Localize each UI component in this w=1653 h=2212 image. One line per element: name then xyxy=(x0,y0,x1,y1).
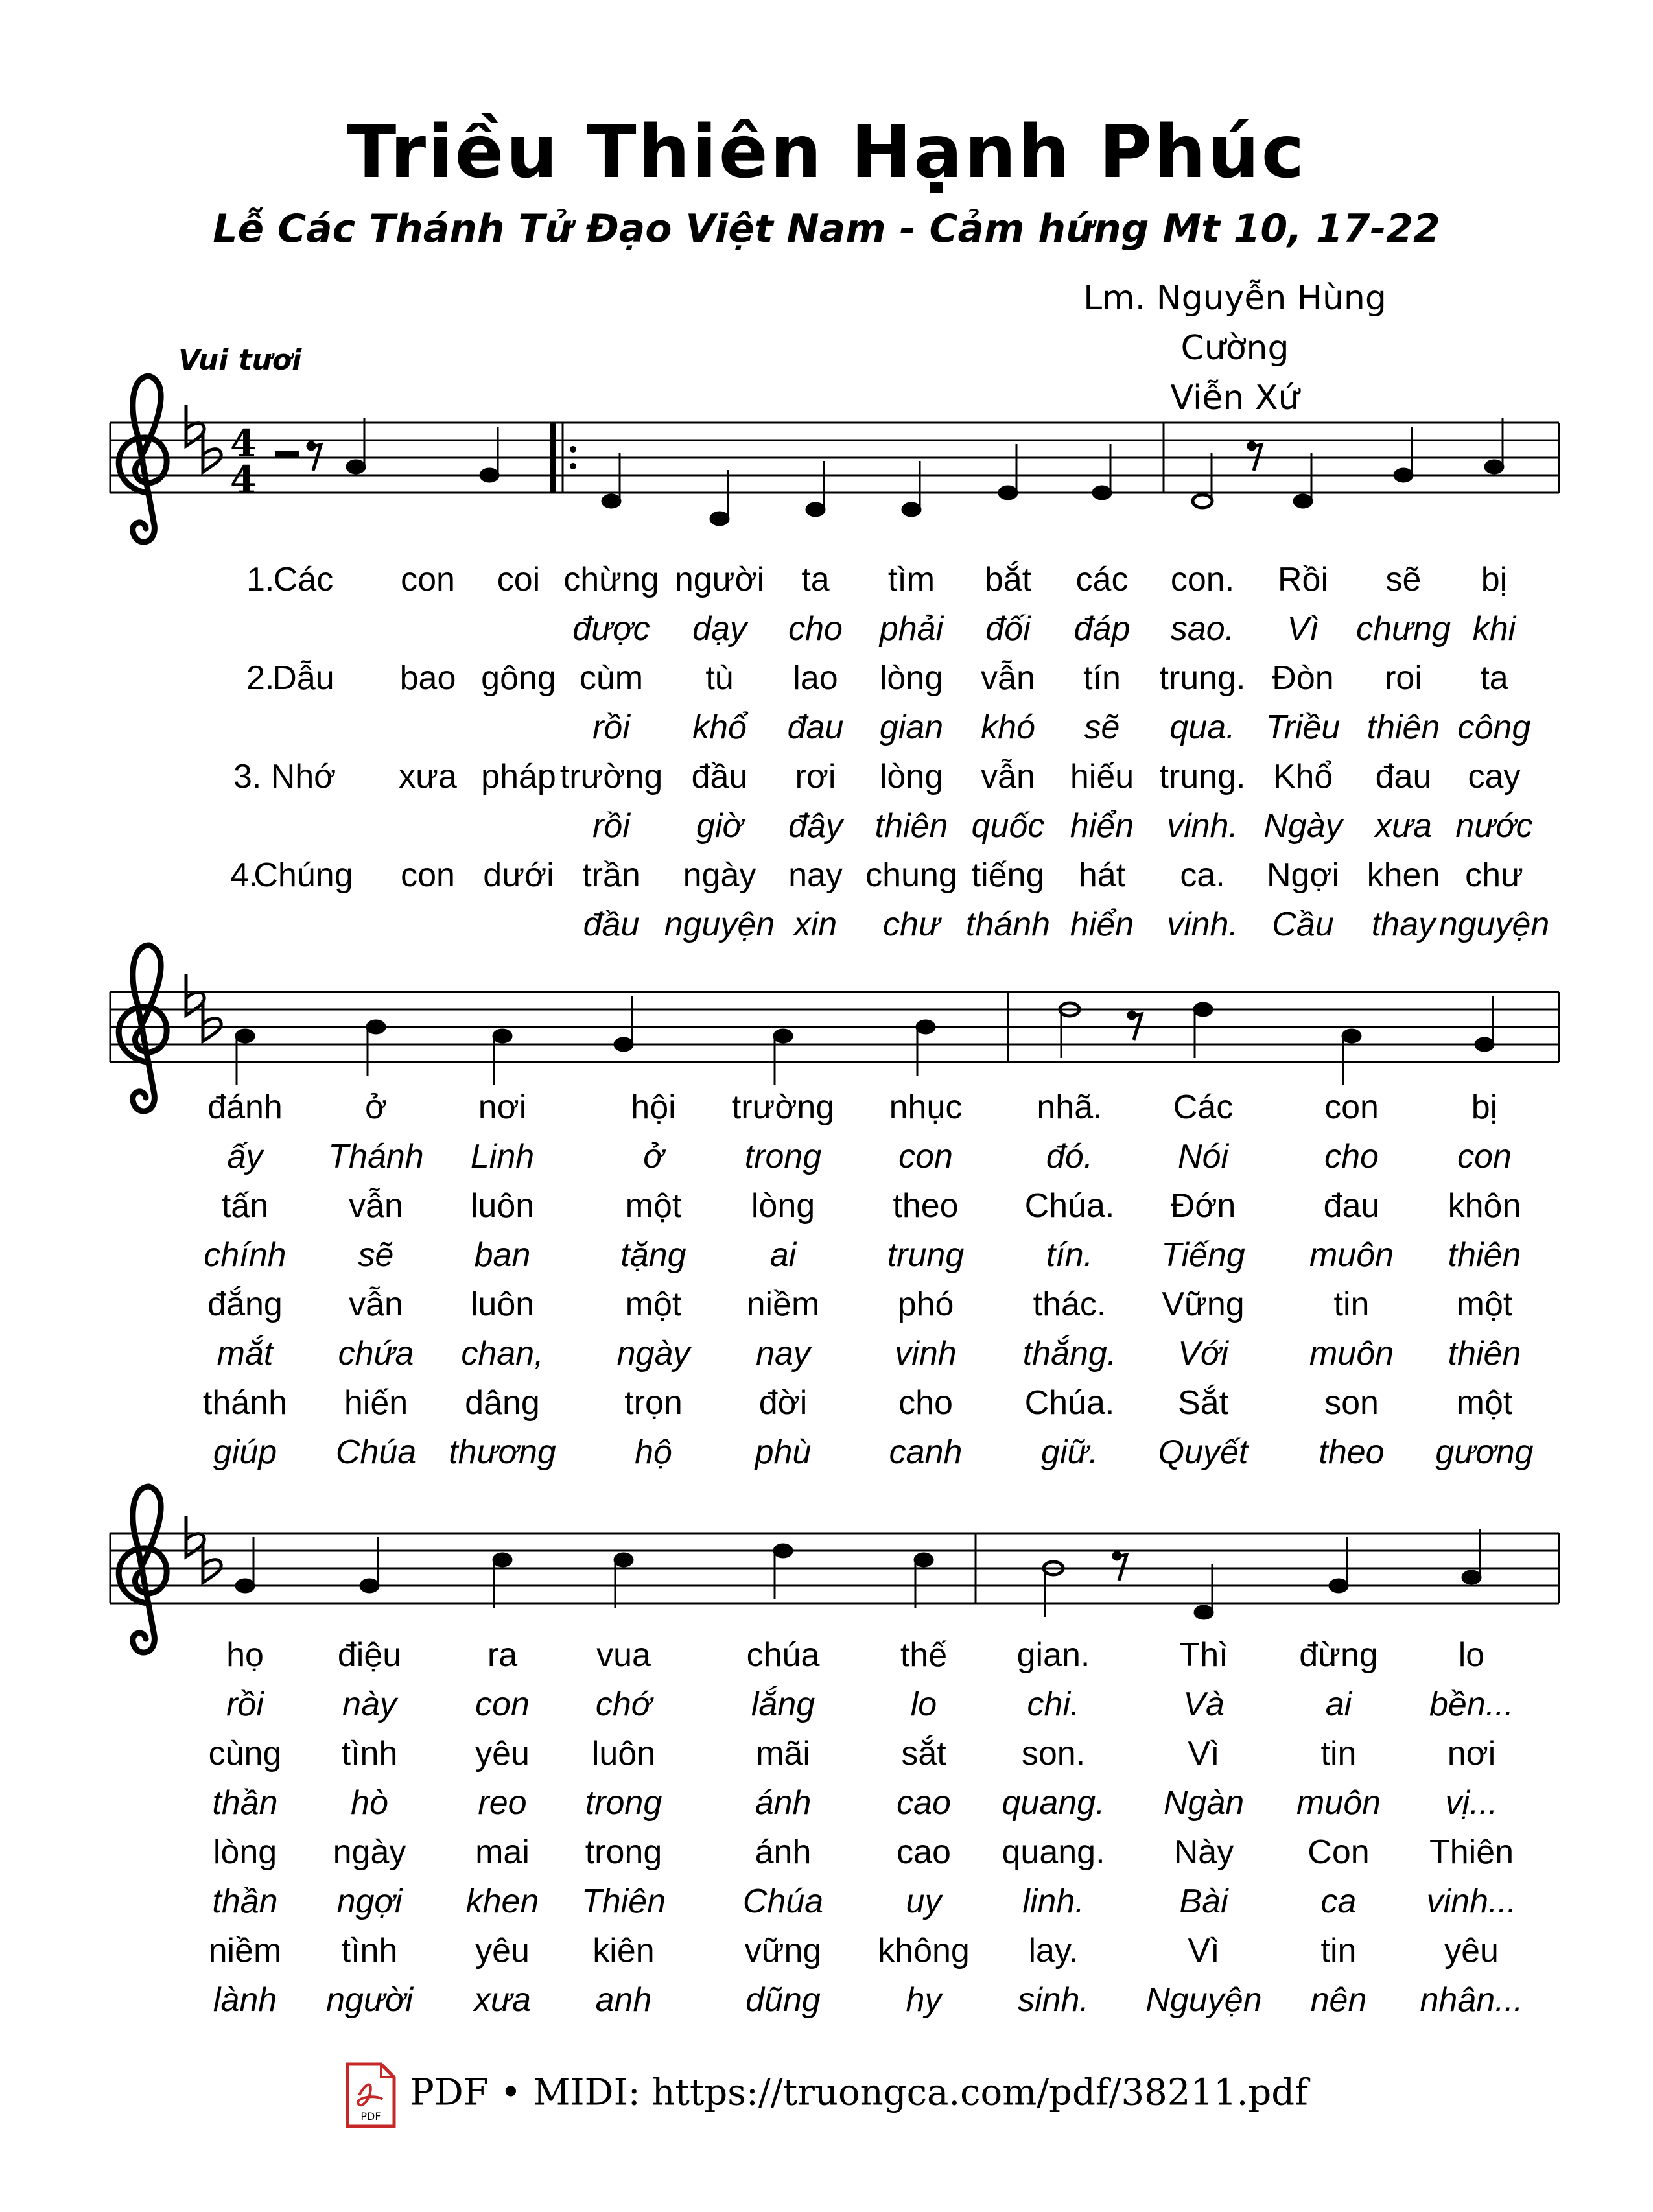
lyric-syllable: Thánh xyxy=(328,1138,424,1175)
lyric-syllable: thần xyxy=(212,1883,278,1920)
lyric-syllable: cho xyxy=(898,1384,953,1422)
lyric-syllable: sao. xyxy=(1170,610,1235,648)
lyric-syllable: Vì xyxy=(1287,610,1319,648)
lyric-syllable: chúa xyxy=(746,1636,820,1674)
lyric-syllable: Các xyxy=(273,561,334,598)
lyric-syllable: trong xyxy=(585,1833,662,1871)
lyric-syllable: nguyện xyxy=(664,906,775,943)
lyric-syllable: trung xyxy=(887,1236,965,1274)
lyric-syllable: rơi xyxy=(795,758,836,795)
lyric-syllable: người xyxy=(326,1981,413,2019)
lyric-syllable: ở xyxy=(364,1088,388,1126)
composer-pen-name: Viễn Xứ xyxy=(1170,379,1300,418)
lyric-syllable: vẫn xyxy=(349,1187,403,1225)
lyric-syllable: reo xyxy=(478,1784,527,1822)
lyric-syllable: hiến xyxy=(344,1384,408,1422)
lyric-syllable: Chúa. xyxy=(1024,1187,1115,1225)
lyric-syllable: đau xyxy=(1375,758,1432,795)
lyric-syllable: ban xyxy=(474,1236,531,1274)
lyric-syllable: này xyxy=(342,1686,397,1723)
lyric-syllable: nước xyxy=(1455,807,1533,845)
lyric-syllable: con xyxy=(1324,1088,1379,1126)
lyric-syllable: muôn xyxy=(1309,1335,1394,1372)
lyric-syllable: đau xyxy=(787,709,844,746)
lyric-syllable: thiên xyxy=(1366,709,1440,746)
lyric-syllable: lòng xyxy=(213,1833,277,1871)
lyric-syllable: trung. xyxy=(1159,758,1246,795)
lyric-syllable: tình xyxy=(341,1735,398,1772)
lyric-syllable: ngày xyxy=(683,856,756,894)
lyric-syllable: giúp xyxy=(213,1433,277,1471)
lyric-syllable: lành xyxy=(213,1981,277,2019)
lyric-syllable: tìm xyxy=(887,561,935,598)
lyric-syllable: Vì xyxy=(1188,1735,1220,1772)
lyric-syllable: rồi xyxy=(592,709,630,746)
lyric-syllable: tín. xyxy=(1046,1236,1094,1274)
lyric-syllable: chớ xyxy=(595,1686,652,1723)
lyric-syllable: con xyxy=(401,561,455,598)
lyric-syllable: Thì xyxy=(1179,1636,1228,1674)
lyric-syllable: gian. xyxy=(1016,1636,1090,1674)
lyric-syllable: cay xyxy=(1468,758,1521,795)
lyric-syllable: hát xyxy=(1078,856,1126,894)
lyric-syllable: lao xyxy=(793,659,838,697)
lyric-syllable: tặng xyxy=(620,1236,686,1274)
lyric-syllable: dũng xyxy=(745,1981,821,2019)
lyric-syllable: nhân... xyxy=(1420,1981,1523,2019)
lyric-syllable: vinh. xyxy=(1167,906,1238,943)
lyric-syllable: Triều xyxy=(1265,709,1341,746)
verse-number: 4. xyxy=(230,856,259,894)
composer-name: Lm. Nguyễn Hùng Cường xyxy=(1083,279,1387,368)
lyric-syllable: ta xyxy=(801,561,830,598)
lyric-syllable: đó. xyxy=(1046,1138,1094,1175)
lyric-syllable: Nói xyxy=(1177,1138,1229,1175)
lyric-syllable: giờ xyxy=(696,807,743,845)
lyric-syllable: đây xyxy=(788,807,843,845)
lyric-syllable: thiên xyxy=(874,807,948,845)
lyric-syllable: nay xyxy=(756,1335,810,1372)
lyric-syllable: trong xyxy=(585,1784,662,1822)
lyric-syllable: không xyxy=(878,1932,970,1970)
lyric-syllable: Nhớ xyxy=(270,758,336,795)
lyric-syllable: ánh xyxy=(755,1833,812,1871)
staff-system-3 xyxy=(110,1487,1559,1653)
lyric-syllable: cho xyxy=(1324,1138,1379,1175)
lyric-syllable: son xyxy=(1324,1384,1379,1422)
lyric-syllable: luôn xyxy=(470,1187,535,1225)
lyric-syllable: được xyxy=(572,610,650,648)
lyric-syllable: luôn xyxy=(470,1286,535,1323)
lyric-syllable: thế xyxy=(900,1636,948,1674)
lyric-syllable: một xyxy=(625,1286,682,1323)
lyric-syllable: Quyết xyxy=(1158,1433,1249,1471)
lyric-syllable: thắng. xyxy=(1022,1335,1117,1372)
lyric-syllable: ra xyxy=(487,1636,518,1674)
lyric-syllable: một xyxy=(1456,1286,1513,1323)
lyric-syllable: đắng xyxy=(207,1286,283,1323)
lyric-syllable: chư xyxy=(1465,856,1523,894)
verse-number: 1. xyxy=(246,561,275,598)
lyric-syllable: niềm xyxy=(746,1286,820,1323)
lyric-syllable: con. xyxy=(1170,561,1235,598)
lyric-syllable: Các xyxy=(1173,1088,1234,1126)
lyric-syllable: cao xyxy=(897,1784,951,1822)
lyric-syllable: Thiên xyxy=(581,1883,666,1920)
lyric-syllable: vẫn xyxy=(349,1286,403,1323)
lyric-syllable: thương xyxy=(449,1433,556,1471)
lyric-syllable: Tiếng xyxy=(1161,1236,1245,1274)
lyric-syllable: đối xyxy=(985,610,1031,648)
lyric-syllable: con xyxy=(898,1138,953,1175)
lyric-syllable: chung xyxy=(865,856,957,894)
lyric-syllable: sắt xyxy=(901,1735,946,1772)
lyric-syllable: thánh xyxy=(202,1384,288,1422)
lyric-syllable: ai xyxy=(769,1236,797,1274)
lyric-syllable: gian xyxy=(879,709,944,746)
lyric-syllable: công xyxy=(1457,709,1531,746)
lyric-syllable: trọn xyxy=(624,1384,683,1422)
lyric-syllable: Chúa. xyxy=(1024,1384,1115,1422)
lyric-syllable: con xyxy=(475,1686,530,1723)
lyric-syllable: bị xyxy=(1471,1088,1498,1126)
lyric-syllable: theo xyxy=(1319,1433,1385,1471)
lyric-syllable: xưa xyxy=(399,758,457,795)
lyric-syllable: hiển xyxy=(1070,807,1134,845)
lyric-syllable: khen xyxy=(465,1883,539,1920)
lyric-syllable: nơi xyxy=(478,1088,527,1126)
lyric-syllable: cao xyxy=(897,1833,951,1871)
lyric-syllable: quang. xyxy=(1002,1784,1105,1822)
lyric-syllable: chi. xyxy=(1027,1686,1080,1723)
lyric-syllable: chứa xyxy=(338,1335,414,1372)
lyric-syllable: Ngàn xyxy=(1163,1784,1245,1822)
lyric-syllable: Vững xyxy=(1162,1286,1245,1323)
lyric-syllable: theo xyxy=(893,1187,959,1225)
lyric-syllable: họ xyxy=(226,1636,264,1674)
lyric-syllable: qua. xyxy=(1169,709,1236,746)
lyric-syllable: tấn xyxy=(221,1187,269,1225)
song-subtitle: Lễ Các Thánh Tử Đạo Việt Nam - Cảm hứng Mt 10, 17-22 xyxy=(213,206,1440,252)
lyric-syllable: hiển xyxy=(1070,906,1134,943)
lyric-syllable: quang. xyxy=(1002,1833,1105,1871)
lyric-syllable: cùng xyxy=(208,1735,282,1772)
lyric-syllable: đầu xyxy=(691,758,748,795)
lyric-syllable: chan, xyxy=(461,1335,544,1372)
lyric-syllable: khi xyxy=(1472,610,1516,648)
lyric-syllable: dưới xyxy=(483,856,554,894)
lyric-syllable: vững xyxy=(744,1932,822,1970)
lyric-syllable: dạy xyxy=(692,610,747,648)
lyric-syllable: roi xyxy=(1385,659,1422,697)
lyric-syllable: chư xyxy=(883,906,940,943)
lyric-syllable: vinh. xyxy=(1167,807,1238,845)
lyric-syllable: nơi xyxy=(1447,1735,1496,1772)
lyric-syllable: điệu xyxy=(337,1636,402,1674)
lyric-syllable: tín xyxy=(1083,659,1121,697)
lyric-syllable: Dẫu xyxy=(272,659,334,697)
lyric-syllable: con xyxy=(401,856,455,894)
lyric-syllable: luôn xyxy=(591,1735,656,1772)
lyric-syllable: ngày xyxy=(616,1335,690,1372)
staff-system-1 xyxy=(110,376,1559,542)
lyric-syllable: lòng xyxy=(879,758,944,795)
lyric-syllable: sinh. xyxy=(1018,1981,1089,2019)
tempo-marking: Vui tươi xyxy=(178,344,302,377)
lyric-syllable: nay xyxy=(788,856,843,894)
lyric-syllable: thay xyxy=(1371,906,1436,943)
song-title: Triều Thiên Hạnh Phúc xyxy=(346,110,1307,194)
lyric-syllable: chừng xyxy=(563,561,659,598)
lyric-syllable: Rồi xyxy=(1277,561,1329,598)
lyric-syllable: trong xyxy=(744,1138,822,1175)
lyric-syllable: vẫn xyxy=(981,659,1035,697)
lyric-syllable: hội xyxy=(631,1088,676,1126)
svg-text:4: 4 xyxy=(230,421,257,465)
lyric-syllable: mãi xyxy=(756,1735,810,1772)
lyric-syllable: rồi xyxy=(592,807,630,845)
lyric-syllable: tin xyxy=(1320,1735,1357,1772)
lyric-syllable: Nguyện xyxy=(1145,1981,1262,2019)
lyric-syllable: đời xyxy=(758,1384,808,1422)
lyric-syllable: trường xyxy=(559,758,663,795)
lyric-syllable: ca xyxy=(1320,1883,1357,1920)
lyric-syllable: nguyện xyxy=(1438,906,1550,943)
lyric-syllable: Này xyxy=(1173,1833,1234,1871)
lyric-syllable: Vì xyxy=(1188,1932,1220,1970)
lyric-syllable: tình xyxy=(341,1932,398,1970)
lyric-syllable: đau xyxy=(1323,1187,1380,1225)
lyric-syllable: muôn xyxy=(1296,1784,1381,1822)
lyric-syllable: bị xyxy=(1481,561,1508,598)
lyric-syllable: các xyxy=(1075,561,1129,598)
lyric-syllable: thiên xyxy=(1448,1236,1521,1274)
lyric-syllable: uy xyxy=(906,1883,942,1920)
lyric-syllable: lo xyxy=(910,1686,937,1723)
lyric-syllable: một xyxy=(1456,1384,1513,1422)
lyric-syllable: sẽ xyxy=(358,1236,394,1274)
lyric-syllable: nhã. xyxy=(1037,1088,1103,1126)
svg-text:4: 4 xyxy=(230,458,257,502)
lyric-syllable: lay. xyxy=(1028,1932,1079,1970)
lyric-syllable: gương xyxy=(1435,1433,1534,1471)
lyric-syllable: bao xyxy=(399,659,456,697)
lyric-syllable: hy xyxy=(906,1981,942,2019)
lyric-syllable: lắng xyxy=(751,1686,815,1723)
lyric-syllable: Đớn xyxy=(1170,1187,1236,1225)
lyric-syllable: Chúa xyxy=(335,1433,417,1471)
lyric-syllable: hiếu xyxy=(1070,758,1134,795)
lyric-syllable: nên xyxy=(1310,1981,1367,2019)
lyric-syllable: cho xyxy=(788,610,843,648)
lyric-syllable: coi xyxy=(497,561,541,598)
lyric-syllable: trần xyxy=(582,856,640,894)
lyric-syllable: lòng xyxy=(751,1187,815,1225)
lyric-syllable: xưa xyxy=(474,1981,531,2019)
lyric-syllable: đáp xyxy=(1073,610,1131,648)
lyric-syllable: Ngợi xyxy=(1266,856,1340,894)
lyric-syllable: anh xyxy=(595,1981,652,2019)
lyric-syllable: niềm xyxy=(208,1932,282,1970)
lyric-syllable: trường xyxy=(731,1088,835,1126)
lyric-syllable: nhục xyxy=(889,1088,963,1126)
lyric-syllable: ở xyxy=(643,1138,664,1175)
lyric-syllable: đầu xyxy=(583,906,640,943)
lyric-syllable: thiên xyxy=(1448,1335,1521,1372)
footer-text[interactable]: PDF • MIDI: https://truongca.com/pdf/38211.pdf xyxy=(410,2071,1308,2114)
lyric-syllable: tù xyxy=(705,659,734,697)
lyric-syllable: Chúng xyxy=(253,856,353,894)
lyric-syllable: yêu xyxy=(475,1735,530,1772)
lyric-syllable: tin xyxy=(1333,1286,1370,1323)
lyric-syllable: Chúa xyxy=(742,1883,824,1920)
lyric-syllable: vinh... xyxy=(1426,1883,1517,1920)
lyric-syllable: lòng xyxy=(879,659,944,697)
lyric-syllable: Bài xyxy=(1179,1883,1228,1920)
lyric-syllable: mai xyxy=(475,1833,530,1871)
lyric-syllable: vị... xyxy=(1445,1784,1498,1822)
lyric-syllable: Linh xyxy=(470,1138,535,1175)
lyric-syllable: bắt xyxy=(984,561,1032,598)
lyric-syllable: yêu xyxy=(1444,1932,1499,1970)
lyric-syllable: chính xyxy=(204,1236,287,1274)
lyric-syllable: tiếng xyxy=(971,856,1045,894)
lyric-syllable: mắt xyxy=(217,1335,274,1372)
lyric-syllable: kiên xyxy=(592,1932,655,1970)
lyric-syllable: đánh xyxy=(207,1088,283,1126)
lyric-syllable: lo xyxy=(1458,1636,1485,1674)
lyric-syllable: đừng xyxy=(1299,1636,1378,1674)
lyric-syllable: yêu xyxy=(475,1932,530,1970)
pdf-icon-label: PDF xyxy=(360,2110,381,2123)
lyric-syllable: bền... xyxy=(1429,1686,1514,1723)
lyric-syllable: vẫn xyxy=(981,758,1035,795)
staff-system-2 xyxy=(110,945,1559,1111)
lyric-syllable: tin xyxy=(1320,1932,1357,1970)
lyric-syllable: Sắt xyxy=(1177,1384,1229,1422)
lyric-syllable: khen xyxy=(1366,856,1440,894)
verse-number: 2. xyxy=(246,659,275,697)
lyric-syllable: thánh xyxy=(965,906,1051,943)
verse-number: 3. xyxy=(233,758,262,795)
lyric-syllable: Với xyxy=(1178,1335,1228,1372)
lyric-syllable: người xyxy=(674,561,765,598)
lyric-syllable: ngợi xyxy=(336,1883,403,1920)
lyric-syllable: cùm xyxy=(579,659,644,697)
lyric-syllable: Và xyxy=(1183,1686,1225,1723)
lyric-syllable: Cầu xyxy=(1272,906,1334,943)
lyric-syllable: ngày xyxy=(333,1833,406,1871)
lyric-syllable: hộ xyxy=(635,1433,672,1471)
footer-link[interactable] xyxy=(0,2062,1653,2129)
lyric-syllable: khổ xyxy=(692,709,747,746)
lyric-syllable: linh. xyxy=(1022,1883,1084,1920)
lyric-syllable: Đòn xyxy=(1272,659,1334,697)
lyric-syllable: Khổ xyxy=(1272,758,1333,795)
lyric-syllable: Con xyxy=(1307,1833,1370,1871)
lyric-syllable: khó xyxy=(981,709,1035,746)
lyric-syllable: xin xyxy=(793,906,838,943)
lyric-syllable: canh xyxy=(889,1433,963,1471)
lyric-syllable: con xyxy=(1457,1138,1512,1175)
lyric-syllable: chưng xyxy=(1356,610,1451,648)
lyric-syllable: thác. xyxy=(1033,1286,1107,1323)
lyric-syllable: phó xyxy=(897,1286,954,1323)
lyric-syllable: phải xyxy=(879,610,944,648)
lyric-syllable: xưa xyxy=(1375,807,1432,845)
lyric-syllable: gông xyxy=(481,659,556,697)
lyric-syllable: ca. xyxy=(1180,856,1225,894)
pdf-file-icon xyxy=(345,2062,397,2129)
lyric-syllable: vinh xyxy=(895,1335,957,1372)
lyric-syllable: trung. xyxy=(1159,659,1246,697)
lyric-syllable: thần xyxy=(212,1784,278,1822)
lyric-syllable: rồi xyxy=(226,1686,264,1723)
lyric-syllable: ai xyxy=(1325,1686,1352,1723)
lyric-syllable: sẽ xyxy=(1385,561,1422,598)
lyric-syllable: một xyxy=(625,1187,682,1225)
lyric-syllable: giữ. xyxy=(1041,1433,1098,1471)
lyric-syllable: ta xyxy=(1480,659,1508,697)
lyric-syllable: dâng xyxy=(465,1384,540,1422)
lyric-syllable: son. xyxy=(1021,1735,1086,1772)
lyric-syllable: Ngày xyxy=(1263,807,1342,845)
lyric-syllable: phù xyxy=(755,1433,812,1471)
lyric-syllable: khôn xyxy=(1448,1187,1521,1225)
lyric-syllable: muôn xyxy=(1309,1236,1394,1274)
lyric-syllable: vua xyxy=(596,1636,651,1674)
lyric-syllable: hò xyxy=(351,1784,388,1822)
lyric-syllable: sẽ xyxy=(1084,709,1120,746)
lyric-syllable: ấy xyxy=(227,1138,263,1175)
lyric-syllable: pháp xyxy=(481,758,556,795)
lyric-syllable: Thiên xyxy=(1429,1833,1514,1871)
lyric-syllable: quốc xyxy=(971,807,1045,845)
lyric-syllable: ánh xyxy=(755,1784,812,1822)
